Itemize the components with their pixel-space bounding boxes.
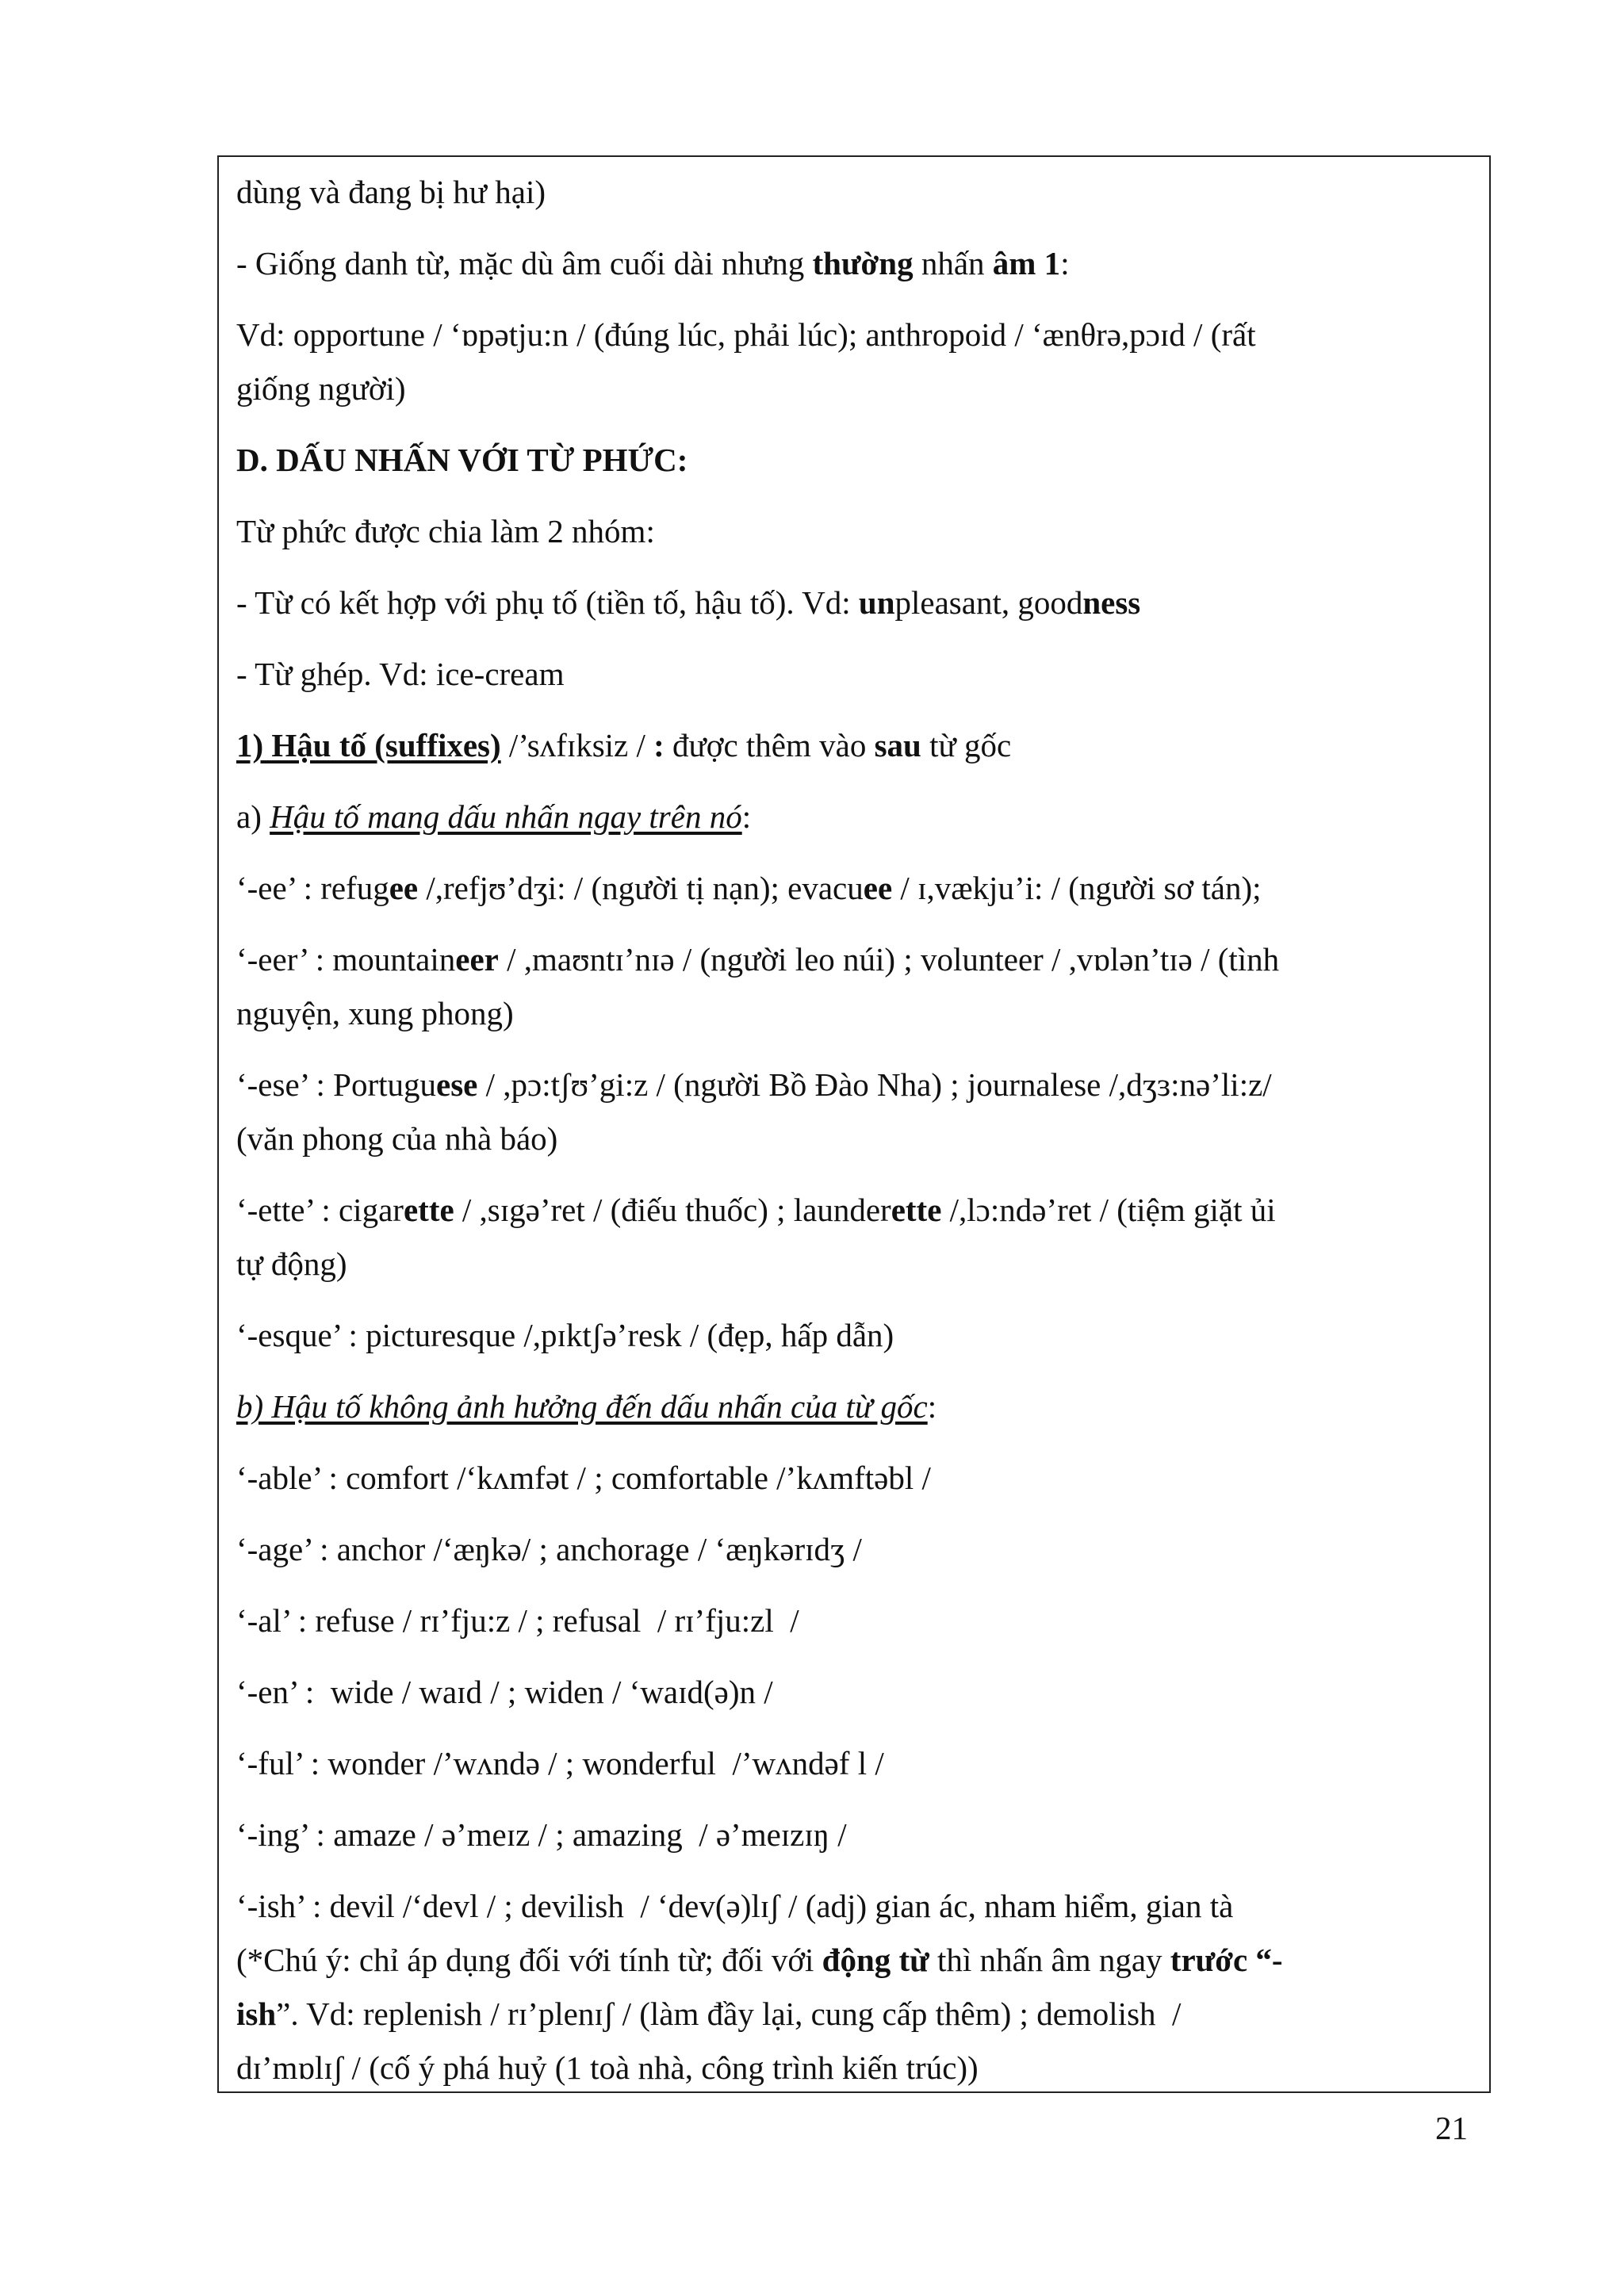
text-segment: pleasant, good bbox=[894, 584, 1083, 621]
text-segment: giống người) bbox=[236, 370, 406, 407]
text-segment: từ gốc bbox=[921, 727, 1012, 763]
text-segment: ‘-en’ : wide / waɪd / ; widen / ‘waɪd(ə)n / bbox=[236, 1674, 773, 1710]
text-segment: ‘-ee’ : refug bbox=[236, 870, 389, 906]
text-line bbox=[236, 790, 1473, 844]
text-segment: - Giống danh từ, mặc dù âm cuối dài nhưng bbox=[236, 245, 813, 281]
text-segment: ‘-age’ : anchor /‘æŋkə/ ; anchorage / ‘æŋkərɪdʒ / bbox=[236, 1531, 862, 1567]
text-segment: thì nhấn âm ngay bbox=[929, 1942, 1170, 1978]
content-frame bbox=[217, 155, 1491, 2093]
text-segment: eer bbox=[455, 941, 499, 978]
text-segment: ‘-ing’ : amaze / ə’meɪz / ; amazing / ə’meɪzɪŋ / bbox=[236, 1816, 847, 1853]
text-segment: (*Chú ý: chỉ áp dụng đối với tính từ; đối với bbox=[236, 1942, 822, 1978]
text-line bbox=[236, 236, 1473, 290]
paragraph-gap bbox=[236, 1165, 1473, 1183]
text-segment: thường bbox=[812, 245, 914, 281]
paragraph-gap bbox=[236, 558, 1473, 576]
text-segment: ‘-able’ : comfort /‘kʌmfət / ; comfortable /’kʌmftəbl / bbox=[236, 1460, 931, 1496]
text-segment: b) Hậu tố không ảnh hưởng đến dấu nhấn của từ gốc bbox=[236, 1388, 928, 1425]
text-segment: /’sʌfɪksiz / bbox=[500, 727, 654, 763]
text-line bbox=[236, 1308, 1473, 1362]
text-line bbox=[236, 308, 1473, 362]
paragraph-gap bbox=[236, 1790, 1473, 1808]
text-segment: - Từ ghép. Vd: ice-cream bbox=[236, 656, 565, 692]
text-line bbox=[236, 647, 1473, 701]
text-line bbox=[236, 165, 1473, 219]
text-line bbox=[236, 433, 1473, 487]
text-segment: sau bbox=[874, 727, 921, 763]
text-segment: a) bbox=[236, 798, 270, 835]
text-line bbox=[236, 1451, 1473, 1505]
text-line bbox=[236, 576, 1473, 629]
text-segment: /,refjʊ’dʒi: / (người tị nạn); evacu bbox=[418, 870, 864, 906]
text-line bbox=[236, 362, 1473, 415]
paragraph-gap bbox=[236, 290, 1473, 308]
text-line bbox=[236, 861, 1473, 915]
text-segment: /,lɔ:ndə’ret / (tiệm giặt ủi bbox=[941, 1192, 1276, 1228]
text-line bbox=[236, 1736, 1473, 1790]
text-line bbox=[236, 1380, 1473, 1433]
paragraph-gap bbox=[236, 219, 1473, 236]
text-segment: nhấn bbox=[913, 245, 993, 281]
text-segment: / ,sɪgə’ret / (điếu thuốc) ; launder bbox=[454, 1192, 891, 1228]
text-segment: được thêm vào bbox=[664, 727, 875, 763]
text-line bbox=[236, 1879, 1473, 1933]
text-segment: tự động) bbox=[236, 1246, 347, 1282]
paragraph-gap bbox=[236, 844, 1473, 861]
text-line bbox=[236, 1933, 1473, 1987]
paragraph-gap bbox=[236, 915, 1473, 932]
paragraph-gap bbox=[236, 415, 1473, 433]
text-line bbox=[236, 2041, 1473, 2095]
paragraph-gap bbox=[236, 1576, 1473, 1594]
text-segment: ese bbox=[436, 1066, 478, 1103]
text-segment: Vd: opportune / ‘ɒpətju:n / (đúng lúc, phải lúc); anthropoid / ‘ænθrə,pɔɪd / (rất bbox=[236, 316, 1256, 353]
text-segment: ee bbox=[863, 870, 893, 906]
text-segment: / ,pɔ:tʃʊ’gi:z / (người Bồ Đào Nha) ; journalese /,dʒɜ:nə’li:z/ bbox=[477, 1066, 1272, 1103]
text-segment: ‘-ese’ : Portugu bbox=[236, 1066, 437, 1103]
paragraph-gap bbox=[236, 487, 1473, 504]
paragraph-gap bbox=[236, 1719, 1473, 1736]
paragraph-gap bbox=[236, 772, 1473, 790]
text-line bbox=[236, 504, 1473, 558]
page-number: 21 bbox=[1435, 2110, 1468, 2146]
text-segment: âm 1 bbox=[992, 245, 1061, 281]
text-line bbox=[236, 1808, 1473, 1862]
text-line bbox=[236, 986, 1473, 1040]
text-segment: 1) Hậu tố (suffixes) bbox=[236, 727, 501, 763]
paragraph-gap bbox=[236, 1647, 1473, 1665]
text-segment: ‘-ful’ : wonder /’wʌndə / ; wonderful /’wʌndəf l / bbox=[236, 1745, 884, 1781]
text-segment: - Từ có kết hợp với phụ tố (tiền tố, hậu tố). Vd: bbox=[236, 584, 859, 621]
text-line bbox=[236, 1987, 1473, 2041]
text-segment: un bbox=[858, 584, 895, 621]
text-segment: động từ bbox=[822, 1942, 929, 1978]
text-segment: ness bbox=[1082, 584, 1141, 621]
text-segment: / ɪ,vækju’i: / (người sơ tán); bbox=[892, 870, 1262, 906]
text-segment: : bbox=[927, 1388, 937, 1425]
text-segment: (văn phong của nhà báo) bbox=[236, 1120, 558, 1157]
text-line bbox=[236, 718, 1473, 772]
paragraph-gap bbox=[236, 629, 1473, 647]
text-segment: : bbox=[741, 798, 752, 835]
text-segment: ”. Vd: replenish / rɪ’plenɪʃ / (làm đầy lại, cung cấp thêm) ; demolish / bbox=[276, 1996, 1182, 2032]
text-segment: : bbox=[653, 727, 665, 763]
text-segment: dùng và đang bị hư hại) bbox=[236, 174, 546, 210]
text-line bbox=[236, 1237, 1473, 1291]
text-line bbox=[236, 1112, 1473, 1165]
text-segment: / ,maʊntɪ’nɪə / (người leo núi) ; volunteer / ,vɒlən’tɪə / (tình bbox=[498, 941, 1280, 978]
text-segment: dɪ’mɒlɪʃ / (cố ý phá huỷ (1 toà nhà, công trình kiến trúc)) bbox=[236, 2049, 979, 2086]
text-segment: D. DẤU NHẤN VỚI TỪ PHỨC: bbox=[236, 442, 688, 478]
text-segment: trước “- bbox=[1170, 1942, 1283, 1978]
text-segment: : bbox=[1060, 245, 1070, 281]
paragraph-gap bbox=[236, 1862, 1473, 1879]
text-segment: Từ phức được chia làm 2 nhóm: bbox=[236, 513, 655, 549]
text-segment: Hậu tố mang dấu nhấn ngay trên nó bbox=[270, 798, 742, 835]
paragraph-gap bbox=[236, 1362, 1473, 1380]
paragraph-gap bbox=[236, 1505, 1473, 1522]
text-line bbox=[236, 1183, 1473, 1237]
text-segment: ‘-esque’ : picturesque /,pɪktʃə’resk / (đẹp, hấp dẫn) bbox=[236, 1317, 894, 1353]
text-segment: ‘-al’ : refuse / rɪ’fju:z / ; refusal / rɪ’fju:zl / bbox=[236, 1602, 799, 1639]
paragraph-gap bbox=[236, 1040, 1473, 1058]
text-line bbox=[236, 1058, 1473, 1112]
text-line bbox=[236, 932, 1473, 986]
paragraph-gap bbox=[236, 1433, 1473, 1451]
text-segment: ‘-eer’ : mountain bbox=[236, 941, 456, 978]
paragraph-gap bbox=[236, 1291, 1473, 1308]
text-line bbox=[236, 1522, 1473, 1576]
text-segment: ette bbox=[403, 1192, 454, 1228]
text-segment: ish bbox=[236, 1996, 277, 2032]
text-line bbox=[236, 1594, 1473, 1647]
page-body bbox=[236, 165, 1473, 2095]
text-segment: ee bbox=[389, 870, 419, 906]
text-segment: nguyện, xung phong) bbox=[236, 995, 514, 1031]
text-segment: ‘-ish’ : devil /‘devl / ; devilish / ‘dev(ə)lɪʃ / (adj) gian ác, nham hiểm, gian tà bbox=[236, 1888, 1234, 1924]
text-segment: ette bbox=[891, 1192, 942, 1228]
text-segment: ‘-ette’ : cigar bbox=[236, 1192, 404, 1228]
text-line bbox=[236, 1665, 1473, 1719]
paragraph-gap bbox=[236, 701, 1473, 718]
